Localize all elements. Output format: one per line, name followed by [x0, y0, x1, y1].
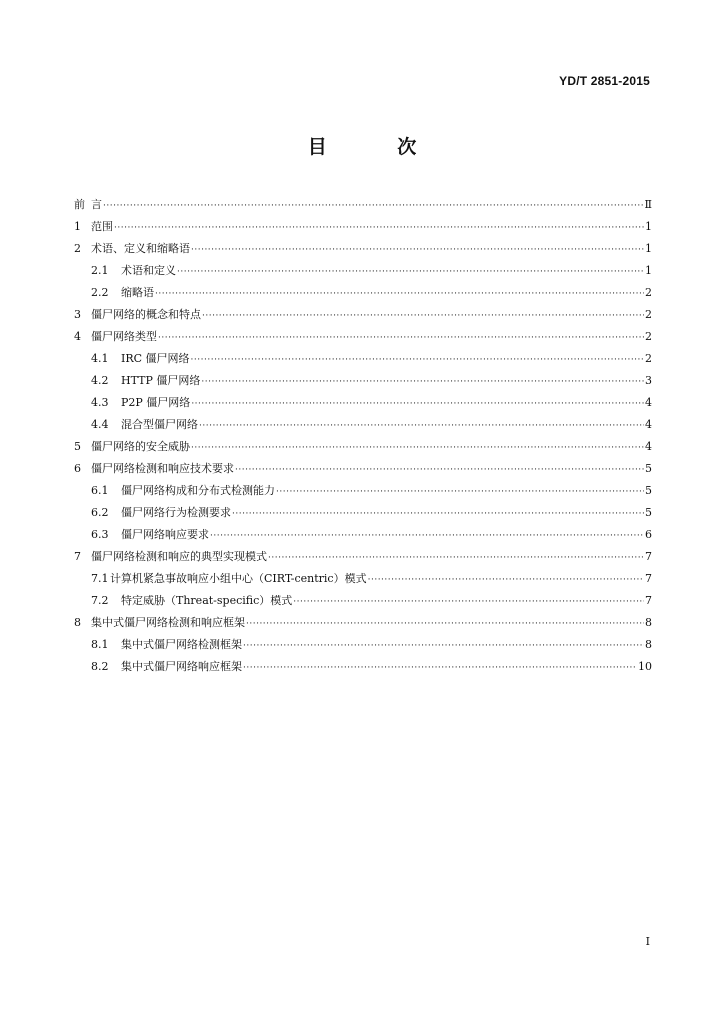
toc-entry-title: 术语、定义和缩略语 [91, 242, 190, 255]
toc-dot-leader [114, 217, 644, 239]
toc-entry-number: 1 [74, 220, 81, 233]
toc-entry-page: 5 [645, 484, 652, 497]
toc-dot-leader [276, 481, 644, 503]
toc-entry[interactable] [74, 370, 652, 392]
toc-entry-number: 4.4 [91, 418, 109, 431]
toc-entry-title: 混合型僵尸网络 [121, 418, 198, 431]
toc-entry[interactable] [74, 238, 652, 260]
table-of-contents [74, 194, 652, 678]
toc-entry-page: 5 [645, 506, 652, 519]
toc-entry-title: HTTP 僵尸网络 [121, 374, 201, 387]
toc-entry-number: 4.1 [91, 352, 109, 365]
toc-heading: 目 次 [307, 136, 449, 158]
toc-entry-number: 2 [74, 242, 81, 255]
toc-entry-title: 集中式僵尸网络检测框架 [121, 638, 242, 651]
toc-entry-page: 2 [645, 330, 652, 343]
toc-entry[interactable] [74, 326, 652, 348]
toc-entry[interactable] [74, 546, 652, 568]
toc-entry[interactable] [74, 524, 652, 546]
toc-dot-leader [202, 305, 644, 327]
toc-dot-leader [199, 415, 644, 437]
toc-entry-page: 6 [645, 528, 652, 541]
toc-dot-leader [191, 239, 644, 261]
toc-entry-page: 10 [638, 660, 652, 673]
toc-entry-number: 8.1 [91, 638, 109, 651]
toc-dot-leader [243, 657, 637, 679]
toc-entry[interactable] [74, 502, 652, 524]
toc-dot-leader [368, 569, 644, 591]
toc-entry-title: P2P 僵尸网络 [121, 396, 191, 409]
toc-entry-page: 2 [645, 308, 652, 321]
toc-dot-leader [201, 371, 644, 393]
toc-entry-number: 前 [74, 198, 85, 211]
toc-entry[interactable] [74, 194, 652, 216]
toc-entry-number: 2.2 [91, 286, 109, 299]
toc-entry-number: 7.2 [91, 594, 109, 607]
toc-dot-leader [158, 327, 644, 349]
toc-entry-title: 集中式僵尸网络检测和响应框架 [91, 616, 245, 629]
toc-entry-number: 2.1 [91, 264, 109, 277]
document-code: YD/T 2851-2015 [559, 74, 650, 88]
toc-entry-page: 8 [645, 616, 652, 629]
toc-entry-page: 4 [645, 418, 652, 431]
toc-entry-title: 术语和定义 [121, 264, 176, 277]
toc-entry-number: 4.2 [91, 374, 109, 387]
toc-entry-number: 8.2 [91, 660, 109, 673]
toc-entry-title: 僵尸网络构成和分布式检测能力 [121, 484, 275, 497]
toc-entry[interactable] [74, 634, 652, 656]
toc-entry-page: 4 [645, 440, 652, 453]
toc-entry-number: 6.1 [91, 484, 109, 497]
toc-entry-title: 言 [91, 198, 102, 211]
toc-dot-leader [243, 635, 644, 657]
toc-entry-number: 6.2 [91, 506, 109, 519]
toc-entry-page: 1 [645, 220, 652, 233]
toc-entry-page: 8 [645, 638, 652, 651]
toc-entry-number: 4.3 [91, 396, 109, 409]
toc-dot-leader [177, 261, 644, 283]
page-number: I [645, 935, 650, 948]
toc-entry-page: Ⅱ [644, 198, 652, 211]
toc-entry-number: 5 [74, 440, 81, 453]
toc-entry-title: 僵尸网络检测和响应技术要求 [91, 462, 234, 475]
toc-entry-number: 8 [74, 616, 81, 629]
toc-entry-title: 僵尸网络的概念和特点 [91, 308, 201, 321]
toc-entry-page: 7 [645, 572, 652, 585]
toc-entry[interactable] [74, 392, 652, 414]
toc-dot-leader [232, 503, 644, 525]
toc-entry[interactable] [74, 216, 652, 238]
toc-dot-leader [155, 283, 644, 305]
toc-entry-page: 7 [645, 594, 652, 607]
toc-entry[interactable] [74, 282, 652, 304]
toc-dot-leader [191, 437, 644, 459]
toc-entry[interactable] [74, 260, 652, 282]
toc-entry-page: 2 [645, 286, 652, 299]
toc-entry-title: 缩略语 [121, 286, 154, 299]
toc-dot-leader [246, 613, 644, 635]
toc-entry-title: 僵尸网络行为检测要求 [121, 506, 231, 519]
toc-entry-number: 4 [74, 330, 81, 343]
toc-entry[interactable] [74, 612, 652, 634]
toc-entry[interactable] [74, 656, 652, 678]
toc-entry-page: 1 [645, 242, 652, 255]
toc-dot-leader [235, 459, 644, 481]
toc-entry-page: 7 [645, 550, 652, 563]
toc-entry-title: 僵尸网络的安全威胁 [91, 440, 190, 453]
toc-dot-leader [268, 547, 644, 569]
toc-dot-leader [191, 349, 644, 371]
toc-dot-leader [210, 525, 644, 547]
toc-entry[interactable] [74, 458, 652, 480]
toc-entry-title: 集中式僵尸网络响应框架 [121, 660, 242, 673]
toc-entry-page: 2 [645, 352, 652, 365]
toc-dot-leader [103, 195, 644, 217]
toc-entry-title: 僵尸网络类型 [91, 330, 157, 343]
toc-entry-title: IRC 僵尸网络 [121, 352, 190, 365]
toc-entry[interactable] [74, 304, 652, 326]
toc-entry-number: 6 [74, 462, 81, 475]
toc-entry[interactable] [74, 414, 652, 436]
toc-entry-page: 3 [645, 374, 652, 387]
toc-entry-title: 范围 [91, 220, 113, 233]
toc-entry-number: 3 [74, 308, 81, 321]
toc-entry-number: 7.1 [91, 572, 109, 585]
toc-entry-page: 5 [645, 462, 652, 475]
toc-entry-title: 特定威胁（Threat-specific）模式 [121, 594, 293, 607]
toc-dot-leader [191, 393, 644, 415]
toc-dot-leader [293, 591, 644, 613]
toc-entry[interactable] [74, 480, 652, 502]
toc-entry-title: 僵尸网络响应要求 [121, 528, 209, 541]
toc-entry-page: 1 [645, 264, 652, 277]
toc-entry-number: 7 [74, 550, 81, 563]
toc-entry-number: 6.3 [91, 528, 109, 541]
toc-entry[interactable] [74, 568, 652, 590]
toc-entry-page: 4 [645, 396, 652, 409]
toc-entry[interactable] [74, 590, 652, 612]
toc-entry-title: 僵尸网络检测和响应的典型实现模式 [91, 550, 267, 563]
toc-entry[interactable] [74, 348, 652, 370]
toc-entry[interactable] [74, 436, 652, 458]
toc-entry-title: 计算机紧急事故响应小组中心（CIRT-centric）模式 [110, 572, 367, 585]
